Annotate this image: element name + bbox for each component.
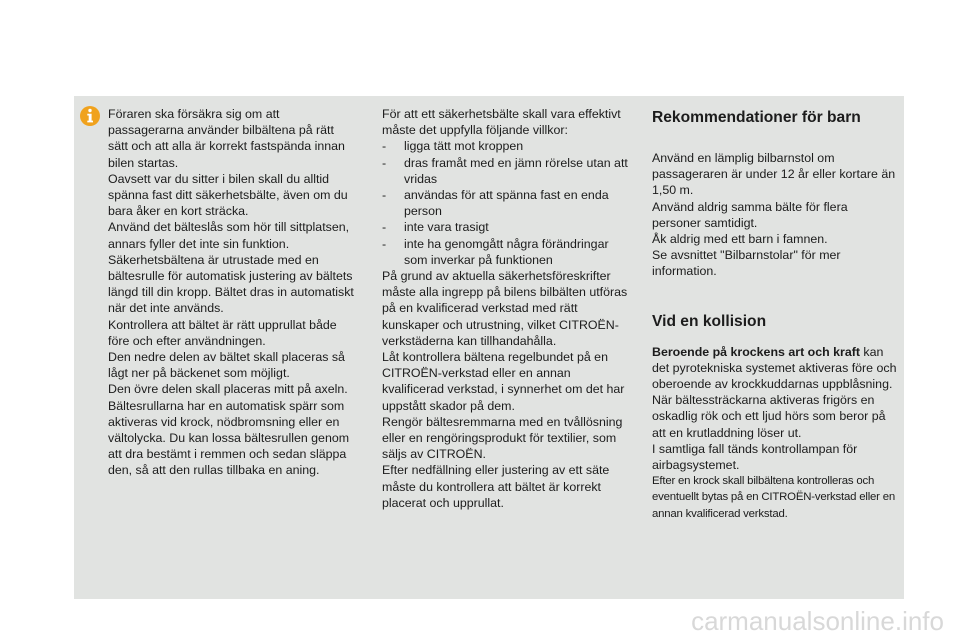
condition-item <box>382 219 634 235</box>
watermark: carmanualsonline.info <box>691 606 944 636</box>
paragraph: När bältessträckarna aktiveras frigörs en oskadlig rök och ett ljud hörs som beror på att en krutladdning löser ut. <box>652 393 886 440</box>
paragraph: Den övre delen skall placeras mitt på axeln. <box>108 382 348 397</box>
condition-item <box>382 236 634 268</box>
condition-text: ligga tätt mot kroppen <box>404 139 524 154</box>
paragraph: Den nedre delen av bältet skall placeras så lågt ner på bäckenet som möjligt. <box>108 350 345 381</box>
paragraph: Rengör bältesremmarna med en tvållösning eller en rengöringsprodukt för textilier, som säljs av CITROËN. <box>382 414 623 462</box>
content-panel <box>74 96 904 599</box>
heading-collision: Vid en kollision <box>652 312 767 330</box>
condition-item <box>382 138 634 154</box>
column-recommendations <box>652 106 898 522</box>
condition-text: inte vara trasigt <box>404 220 489 235</box>
condition-text: inte ha genomgått några förändringar som inverkar på funktionen <box>404 236 609 267</box>
paragraph: I samtliga fall tänds kontrollampan för airbagsystemet. <box>652 441 858 473</box>
collision-bold-text: Beroende på krockens art och kraft <box>652 344 860 359</box>
condition-item <box>382 187 634 219</box>
paragraph: Använd aldrig samma bälte för flera personer samtidigt. <box>652 199 848 230</box>
paragraph: Använd det bälteslås som hör till sittplatsen, annars fyller det inte sin funktion. <box>108 220 350 251</box>
paragraph: Använd en lämplig bilbarnstol om passageraren är under 12 år eller kortare än 1,50 m. <box>652 151 896 198</box>
condition-item <box>382 155 634 187</box>
conditions-intro: För att ett säkerhetsbälte skall vara effektivt måste det uppfylla följande villkor: <box>382 107 621 138</box>
paragraph: Oavsett var du sitter i bilen skall du alltid spänna fast ditt säkerhetsbälte, även om du bara åker en kort sträcka. <box>108 171 348 219</box>
paragraph: På grund av aktuella säkerhetsföreskrifter måste alla ingrepp på bilens bilbälten utföras på en kvalificerad verkstad med rätt kunskaper och utrustning, vilket CITROËN-verkstäderna kan tillhandahålla. <box>382 269 628 348</box>
dash-bullet: - <box>382 188 387 203</box>
collision-paragraph <box>652 344 898 393</box>
column-seatbelt-info <box>108 106 354 479</box>
paragraph: Bältesrullarna har en automatisk spärr som aktiveras vid krock, nödbromsning eller en vältolycka. Du kan lossa bältesrullen genom att dra bestämt i remmen och sedan släppa den, så att den rullas tillbaka en aning. <box>108 398 350 478</box>
dash-bullet: - <box>382 236 387 251</box>
paragraph: Efter nedfällning eller justering av ett säte måste du kontrollera att bältet är korrekt placerat och upprullat. <box>382 463 610 510</box>
paragraph: Se avsnittet "Bilbarnstolar" för mer information. <box>652 248 841 279</box>
paragraph-small: Efter en krock skall bilbältena kontrolleras och eventuellt bytas på en CITROËN-verkstad eller en annan kvalificerad verkstad. <box>652 475 896 520</box>
dash-bullet: - <box>382 155 387 170</box>
paragraph: Säkerhetsbältena är utrustade med en bältesrulle för automatisk justering av bältets längd till din kropp. Bältet dras in automatiskt när det inte används. <box>108 252 354 316</box>
condition-text: användas för att spänna fast en enda person <box>404 188 609 219</box>
paragraph: Föraren ska försäkra sig om att passagerarna använder bilbältena på rätt sätt och att alla är korrekt fastspända innan bilen startas. <box>108 107 345 170</box>
collision-text: kan det pyrotekniska systemet aktiveras före och oberoende av krockkuddarnas uppblåsning. <box>652 344 897 392</box>
info-icon <box>79 105 101 127</box>
heading-recommendations-children: Rekommendationer för barn <box>652 109 861 126</box>
dash-bullet: - <box>382 220 387 235</box>
paragraph: Kontrollera att bältet är rätt upprullat både före och efter användningen. <box>108 317 337 348</box>
condition-text: dras framåt med en jämn rörelse utan att vridas <box>404 155 628 186</box>
paragraph: Åk aldrig med ett barn i famnen. <box>652 232 828 247</box>
paragraph: Låt kontrollera bältena regelbundet på en CITROËN-verkstad eller en annan kvalificerad verkstad, i synnerhet om det har uppstått skador på dem. <box>382 350 625 413</box>
column-seatbelt-conditions <box>382 106 634 511</box>
dash-bullet: - <box>382 139 387 154</box>
